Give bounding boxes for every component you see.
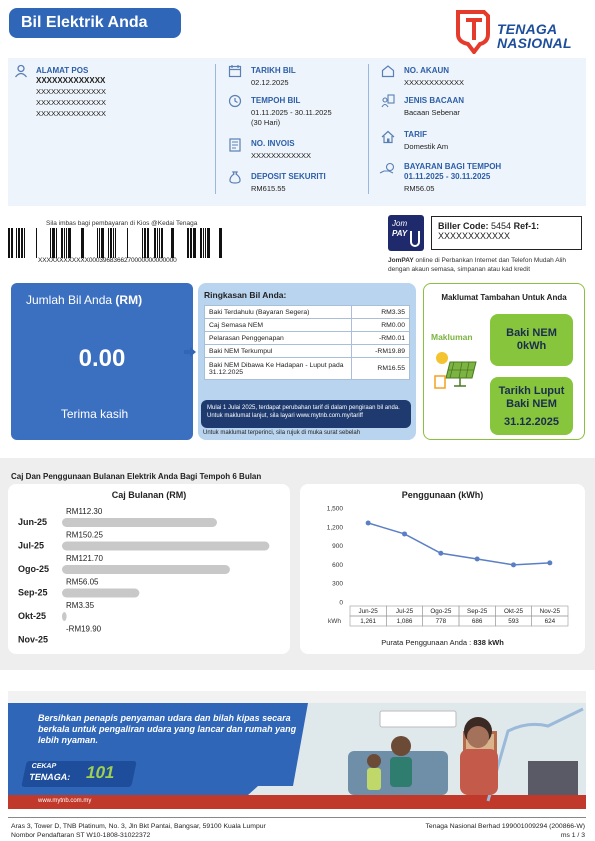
banner-url: www.mytnb.com.my (38, 798, 92, 804)
tempoh-value: 01.11.2025 - 30.11.2025 (251, 108, 332, 117)
x-tick-label: Jul-25 (395, 608, 414, 615)
bar-category-label: Ogo-25 (18, 564, 50, 574)
summary-footnote: Untuk maklumat terperinci, sila rujuk di muka surat sebelah (203, 430, 361, 436)
barcode-bar (115, 228, 116, 258)
usage-value-label: 1,261 (360, 618, 377, 625)
average-value: 838 kWh (473, 638, 504, 647)
barcode-bar (203, 228, 204, 258)
biller-box (431, 216, 582, 250)
bayaran-value: RM56.05 (404, 184, 435, 193)
barcode-bar (147, 228, 149, 258)
barcode-bar (193, 228, 196, 258)
table-row (205, 345, 410, 358)
barcode-bar (161, 228, 163, 258)
calendar-icon (228, 64, 242, 78)
ref-label: Ref-1: (513, 221, 540, 231)
barcode-bar (142, 228, 143, 258)
row-value: -RM19.89 (352, 345, 410, 358)
bar-category-label: Sep-25 (18, 587, 48, 598)
usage-value-label: 624 (544, 618, 556, 625)
table-row (205, 319, 410, 332)
barcode-bar (97, 228, 98, 258)
tariff-notice (201, 400, 411, 428)
average-usage (300, 638, 585, 647)
bacaan-value: Bacaan Sebenar (404, 108, 460, 117)
usage-line (368, 523, 550, 565)
barcode-bar (219, 228, 222, 258)
alamat-line-1: XXXXXXXXXXXXX (36, 76, 106, 85)
nem-value: 0kWh (516, 340, 547, 352)
jompay-logo-jom: Jom (392, 219, 408, 228)
barcode-bar (113, 228, 114, 258)
total-amount: 0.00 (78, 345, 126, 372)
charge-bar (62, 589, 139, 598)
bayaran-label: BAYARAN BAGI TEMPOH (404, 162, 502, 171)
usage-value-label: 686 (471, 618, 483, 625)
barcode-bar (81, 228, 84, 258)
jompay-logo-pay: PAY (392, 229, 408, 238)
barcode-bar (52, 228, 55, 258)
divider (368, 64, 369, 194)
x-tick-label: Jun-25 (358, 608, 378, 615)
barcode-bar (154, 228, 156, 258)
summary-table (204, 305, 410, 380)
total-currency: (RM) (115, 293, 143, 307)
luput-label-2: Baki NEM (506, 398, 557, 410)
barcode-bar (187, 228, 189, 258)
barcode-bar (64, 228, 65, 258)
cekap-label: CEKAP (30, 763, 57, 770)
bacaan-label: JENIS BACAAN (404, 96, 465, 105)
charge-bar (62, 518, 217, 527)
bar-value-label: RM56.05 (66, 577, 99, 587)
bar-category-label: Nov-25 (18, 634, 49, 645)
invois-value: XXXXXXXXXXXX (251, 151, 312, 160)
cekap-badge (21, 761, 137, 787)
arrow-right-icon (183, 346, 197, 358)
usage-chart-title: Penggunaan (kWh) (401, 490, 484, 500)
deposit-label: DEPOSIT SEKURITI (251, 172, 326, 181)
barcode-bar (56, 228, 57, 258)
barcode-bar (8, 228, 10, 258)
tnb-logo-icon (454, 8, 494, 54)
akaun-value: XXXXXXXXXXXX (404, 78, 465, 87)
barcode-bar (144, 228, 146, 258)
account-home-icon (381, 64, 395, 78)
tempoh-label: TEMPOH BIL (251, 96, 301, 105)
usage-value-label: 778 (435, 618, 447, 625)
barcode-bar (200, 228, 202, 258)
usage-chart-card (300, 484, 585, 654)
barcode-bar (18, 228, 20, 258)
barcode-bar (101, 228, 104, 258)
row-label: Baki NEM Terkumpul (205, 345, 352, 358)
barcode-bar (190, 228, 192, 258)
total-bill-box (11, 283, 193, 440)
ref-value: XXXXXXXXXXXX (438, 231, 511, 241)
usage-point (402, 531, 407, 536)
logo-line2: NASIONAL (497, 35, 572, 51)
akaun-label: NO. AKAUN (404, 66, 450, 75)
barcode-bar (110, 228, 112, 258)
y-tick-label: 300 (332, 580, 343, 588)
biller-code: 5454 (491, 221, 512, 231)
average-label: Purata Penggunaan Anda : (381, 638, 472, 647)
bar-value-label: -RM19.90 (66, 624, 102, 634)
nem-balance-card (490, 314, 573, 366)
tarif-label: TARIF (404, 130, 427, 139)
meter-reader-icon (381, 94, 395, 108)
barcode-bar (21, 228, 23, 258)
table-row (205, 306, 410, 319)
row-label: Baki Terdahulu (Bayaran Segera) (205, 306, 352, 319)
barcode-bar (50, 228, 51, 258)
usage-point (438, 551, 443, 556)
bar-value-label: RM3.35 (66, 601, 95, 610)
luput-label-1: Tarikh Luput (498, 385, 565, 397)
tarikh-value: 02.12.2025 (251, 78, 289, 87)
charge-chart-title: Caj Bulanan (RM) (111, 490, 187, 500)
invoice-icon (228, 138, 242, 152)
tnb-logo (454, 8, 586, 54)
usage-section-title: Caj Dan Penggunaan Bulanan Elektrik Anda Bagi Tempoh 6 Bulan (11, 472, 262, 481)
account-info-box (8, 58, 586, 206)
usage-value-label: 593 (508, 618, 519, 625)
usage-point (511, 562, 516, 567)
row-value: -RM0.01 (352, 332, 410, 345)
energy-tip-banner (8, 691, 586, 809)
barcode-bar (11, 228, 13, 258)
table-row (205, 332, 410, 345)
y-tick-label: 600 (332, 561, 343, 569)
hand-coin-icon (379, 162, 397, 176)
jompay-text-body: online di Perbankan Internet dan Telefon Mudah Alih dengan akaun semasa, simpanan atau kad kredit (388, 257, 567, 273)
charge-bar (62, 565, 230, 574)
house-icon (381, 130, 395, 144)
banner-tip-text: Bersihkan penapis penyaman udara dan bilah kipas secara berkala untuk pengaliran udara yang lancar dan rumah yang lebih nyaman. (38, 713, 297, 745)
x-tick-label: Okt-25 (504, 608, 523, 615)
usage-point (366, 520, 371, 525)
usage-value-label: 1,086 (396, 618, 413, 625)
tarikh-label: TARIKH BIL (251, 66, 296, 75)
barcode-bar (16, 228, 17, 258)
banner-illustration (8, 691, 586, 809)
y-tick-label: 0 (339, 599, 343, 607)
usage-point (547, 560, 552, 565)
row-label: Baki NEM Dibawa Ke Hadapan - Luput pada 31.12.2025 (205, 358, 352, 380)
usage-line-chart (300, 502, 585, 634)
footer-company: Tenaga Nasional Berhad 199001009294 (200866-W) (425, 823, 585, 830)
person-icon (14, 64, 28, 78)
barcode-bar (36, 228, 37, 258)
x-tick-label: Sep-25 (467, 608, 488, 615)
bill-title: Bil Elektrik Anda (9, 8, 181, 38)
tempoh-days: (30 Hari) (251, 118, 281, 127)
deposit-value: RM615.55 (251, 184, 286, 193)
bar-value-label: RM112.30 (66, 507, 103, 516)
tenaga-label: TENAGA: (28, 772, 72, 782)
bar-category-label: Jul-25 (18, 540, 45, 551)
barcode-bar (207, 228, 210, 258)
barcode-bar (68, 228, 71, 258)
x-tick-label: Nov-25 (539, 608, 560, 615)
barcode-bar (66, 228, 67, 258)
jompay-text-brand: JomPAY (388, 257, 414, 264)
tarif-value: Domestik Am (404, 142, 449, 151)
barcode-bar (159, 228, 160, 258)
footer-registration: Nombor Pendaftaran ST W10-1808-31022372 (11, 832, 151, 839)
row-label: Caj Semasa NEM (205, 319, 352, 332)
charge-bar-chart (8, 502, 290, 652)
x-tick-label: Ogo-25 (430, 608, 452, 615)
jompay-logo (388, 215, 424, 251)
notice-text: Mulai 1 Julai 2025, terdapat perubahan tarif di dalam pengiraan bil anda. Untuk maklumat lanjut, sila layari www.mytnb.com.my/tariff (207, 405, 400, 419)
charge-chart-card (8, 484, 290, 654)
charge-bar (62, 542, 269, 551)
footer-page: ms 1 / 3 (560, 832, 585, 839)
alamat-line-4: XXXXXXXXXXXXXX (36, 109, 107, 118)
kwh-row-label: kWh (328, 618, 341, 625)
row-value: RM0.00 (352, 319, 410, 332)
nem-label: Baki NEM (506, 327, 557, 339)
jompay-description (388, 256, 588, 274)
bill-summary-box (198, 283, 416, 440)
bayaran-period: 01.11.2025 - 30.11.2025 (404, 172, 491, 181)
alamat-line-2: XXXXXXXXXXXXXX (36, 87, 107, 96)
row-value: RM16.55 (352, 358, 410, 380)
footer-right (426, 822, 585, 840)
clock-icon (228, 94, 242, 108)
invois-label: NO. INVOIS (251, 139, 295, 148)
barcode-bar (157, 228, 158, 258)
barcode-bar (205, 228, 206, 258)
footer-left (11, 822, 266, 840)
biller-label: Biller Code: (438, 221, 489, 231)
y-tick-label: 900 (332, 543, 343, 551)
thank-you: Terima kasih (60, 407, 129, 421)
cekap-number: 101 (84, 763, 117, 782)
charge-bar (62, 612, 67, 621)
alamat-line-3: XXXXXXXXXXXXXX (36, 98, 107, 107)
y-tick-label: 1,200 (326, 524, 343, 532)
row-value: RM3.35 (352, 306, 410, 319)
bar-value-label: RM121.70 (66, 554, 103, 563)
divider (215, 64, 216, 194)
table-row (205, 358, 410, 380)
bar-category-label: Jun-25 (18, 517, 48, 527)
y-tick-label: 1,500 (326, 505, 343, 513)
alamat-label: ALAMAT POS (36, 66, 89, 75)
bar-category-label: Okt-25 (18, 611, 47, 621)
bar-value-label: RM150.25 (66, 530, 103, 540)
money-bag-icon (228, 170, 242, 184)
barcode-bar (99, 228, 100, 258)
makluman-label: Makluman (431, 332, 473, 342)
footer-address: Aras 3, Tower D, TNB Platinum, No. 3, Jln Bkt Pantai, Bangsar, 59100 Kuala Lumpur (11, 823, 266, 830)
solar-panel-icon (432, 348, 480, 392)
logo-line1: TENAGA (497, 21, 558, 37)
payment-barcode (8, 228, 222, 258)
barcode-bar (61, 228, 63, 258)
barcode-bar (24, 228, 25, 258)
row-label: Pelarasan Penggenapan (205, 332, 352, 345)
barcode-caption: Sila imbas bagi pembayaran di Kios @Kedai Tenaga (46, 220, 198, 227)
barcode-bar (171, 228, 174, 258)
barcode-bar (108, 228, 109, 258)
extra-title: Maklumat Tambahan Untuk Anda (441, 293, 567, 302)
nem-expiry-card (490, 377, 573, 435)
luput-value: 31.12.2025 (503, 416, 560, 428)
barcode-bar (127, 228, 128, 258)
total-label: Jumlah Bil Anda (26, 293, 113, 307)
summary-title: Ringkasan Bil Anda: (204, 290, 287, 300)
footer-divider (8, 817, 586, 818)
barcode-number: XXXXXXXXXXXX0003968366270000000000000 (38, 257, 177, 264)
jompay-hook-icon (410, 231, 420, 247)
extra-info-box (423, 283, 585, 440)
usage-point (475, 557, 480, 562)
